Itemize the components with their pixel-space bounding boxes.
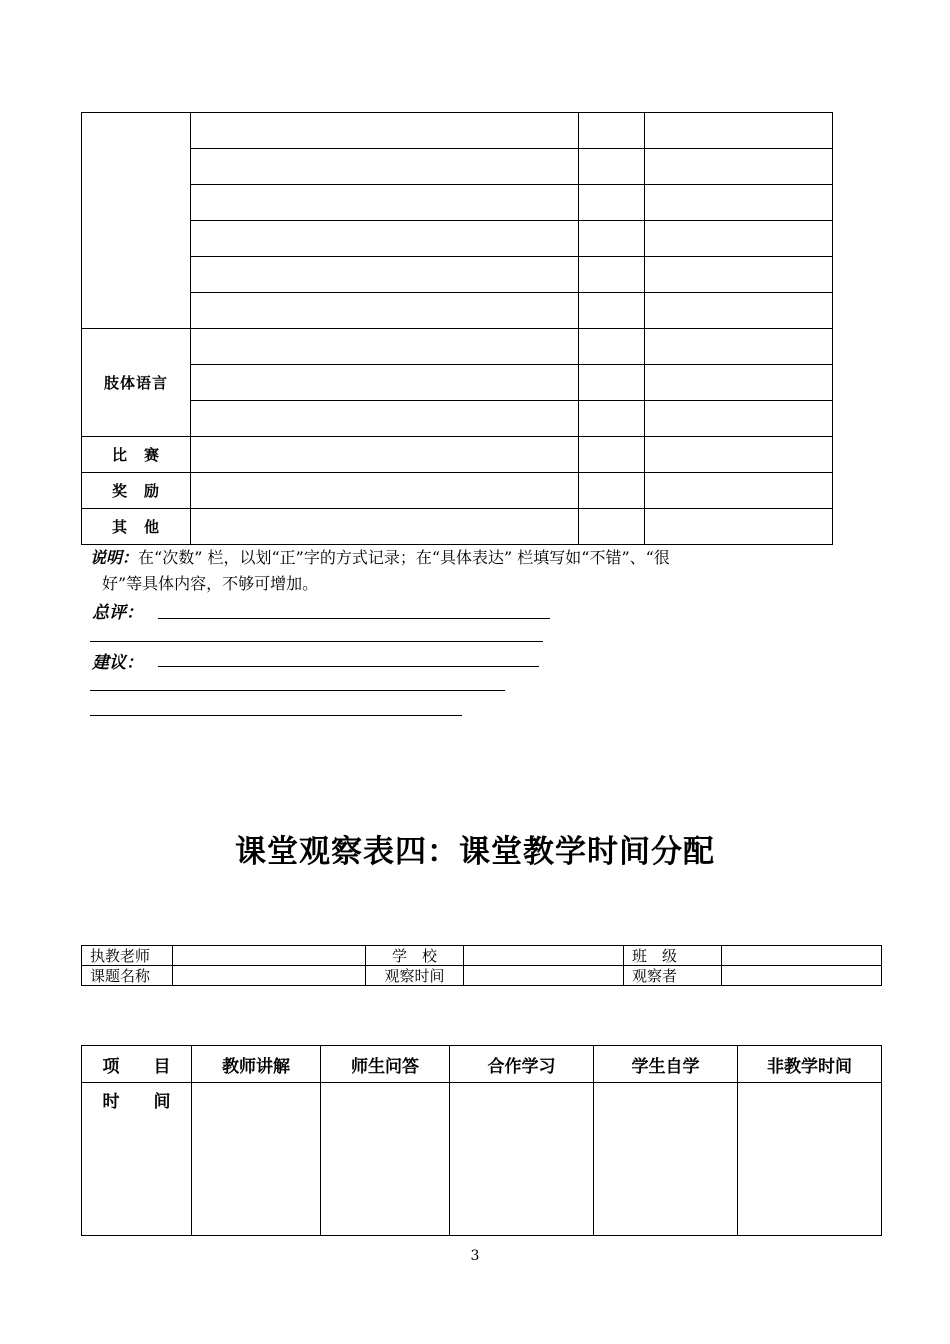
- suggestion-line-2: [90, 690, 505, 691]
- topic-value: [173, 966, 366, 986]
- explanation-label: 说明：: [90, 548, 139, 567]
- table-header-row: [82, 1046, 882, 1083]
- table-row: [82, 946, 882, 966]
- time-cell: [321, 1083, 450, 1236]
- school-label: 学 校: [366, 946, 464, 966]
- table-row: [82, 149, 833, 185]
- summary-line-2: [90, 641, 543, 642]
- time-cell: [738, 1083, 882, 1236]
- table-row: [82, 293, 833, 329]
- teacher-label: 执教老师: [82, 946, 173, 966]
- table-row: [82, 1083, 882, 1236]
- class-label: 班 级: [624, 946, 722, 966]
- observation-table: [81, 112, 833, 545]
- table-row: [82, 221, 833, 257]
- suggestion-line-1: [158, 666, 539, 667]
- observation-time-label: 观察时间: [366, 966, 464, 986]
- time-allocation-table: [81, 1045, 882, 1236]
- category-other: 其 他: [82, 509, 191, 545]
- header-self-study: 学生自学: [594, 1046, 738, 1083]
- topic-label: 课题名称: [82, 966, 173, 986]
- table-row: [82, 966, 882, 986]
- category-body-language: 肢体语言: [82, 329, 191, 437]
- observer-label: 观察者: [624, 966, 722, 986]
- header-cooperative-learning: 合作学习: [450, 1046, 594, 1083]
- info-table: [81, 945, 882, 986]
- time-cell: [594, 1083, 738, 1236]
- summary-label: 总评：: [92, 603, 143, 623]
- header-qa: 师生问答: [321, 1046, 450, 1083]
- page-title: 课堂观察表四：课堂教学时间分配: [235, 834, 715, 870]
- time-cell: [192, 1083, 321, 1236]
- row-label-time: 时 间: [82, 1083, 192, 1236]
- category-reward: 奖 励: [82, 473, 191, 509]
- header-non-teaching-time: 非教学时间: [738, 1046, 882, 1083]
- category-cell-blank: [82, 113, 191, 329]
- table-row: [82, 329, 833, 365]
- class-value: [722, 946, 882, 966]
- summary-line-1: [158, 618, 550, 619]
- table-row: [82, 509, 833, 545]
- table-row: [82, 401, 833, 437]
- table-row: [82, 473, 833, 509]
- explanation-line-2: 好”等具体内容，不够可增加。: [102, 574, 319, 593]
- table-row: [82, 185, 833, 221]
- observer-value: [722, 966, 882, 986]
- suggestion-label: 建议：: [92, 653, 143, 673]
- table-row: [82, 365, 833, 401]
- school-value: [464, 946, 624, 966]
- header-teacher-explanation: 教师讲解: [192, 1046, 321, 1083]
- table-row: [82, 437, 833, 473]
- teacher-value: [173, 946, 366, 966]
- explanation-line-1: [90, 547, 670, 569]
- observation-time-value: [464, 966, 624, 986]
- page-number: 3: [470, 1248, 480, 1264]
- explanation-text-1: 在“次数” 栏，以划“正”字的方式记录；在“具体表达” 栏填写如“不错”、“很: [138, 548, 670, 567]
- category-competition: 比 赛: [82, 437, 191, 473]
- table-row: [82, 257, 833, 293]
- header-item: 项 目: [82, 1046, 192, 1083]
- suggestion-line-3: [90, 715, 462, 716]
- time-cell: [450, 1083, 594, 1236]
- table-row: [82, 113, 833, 149]
